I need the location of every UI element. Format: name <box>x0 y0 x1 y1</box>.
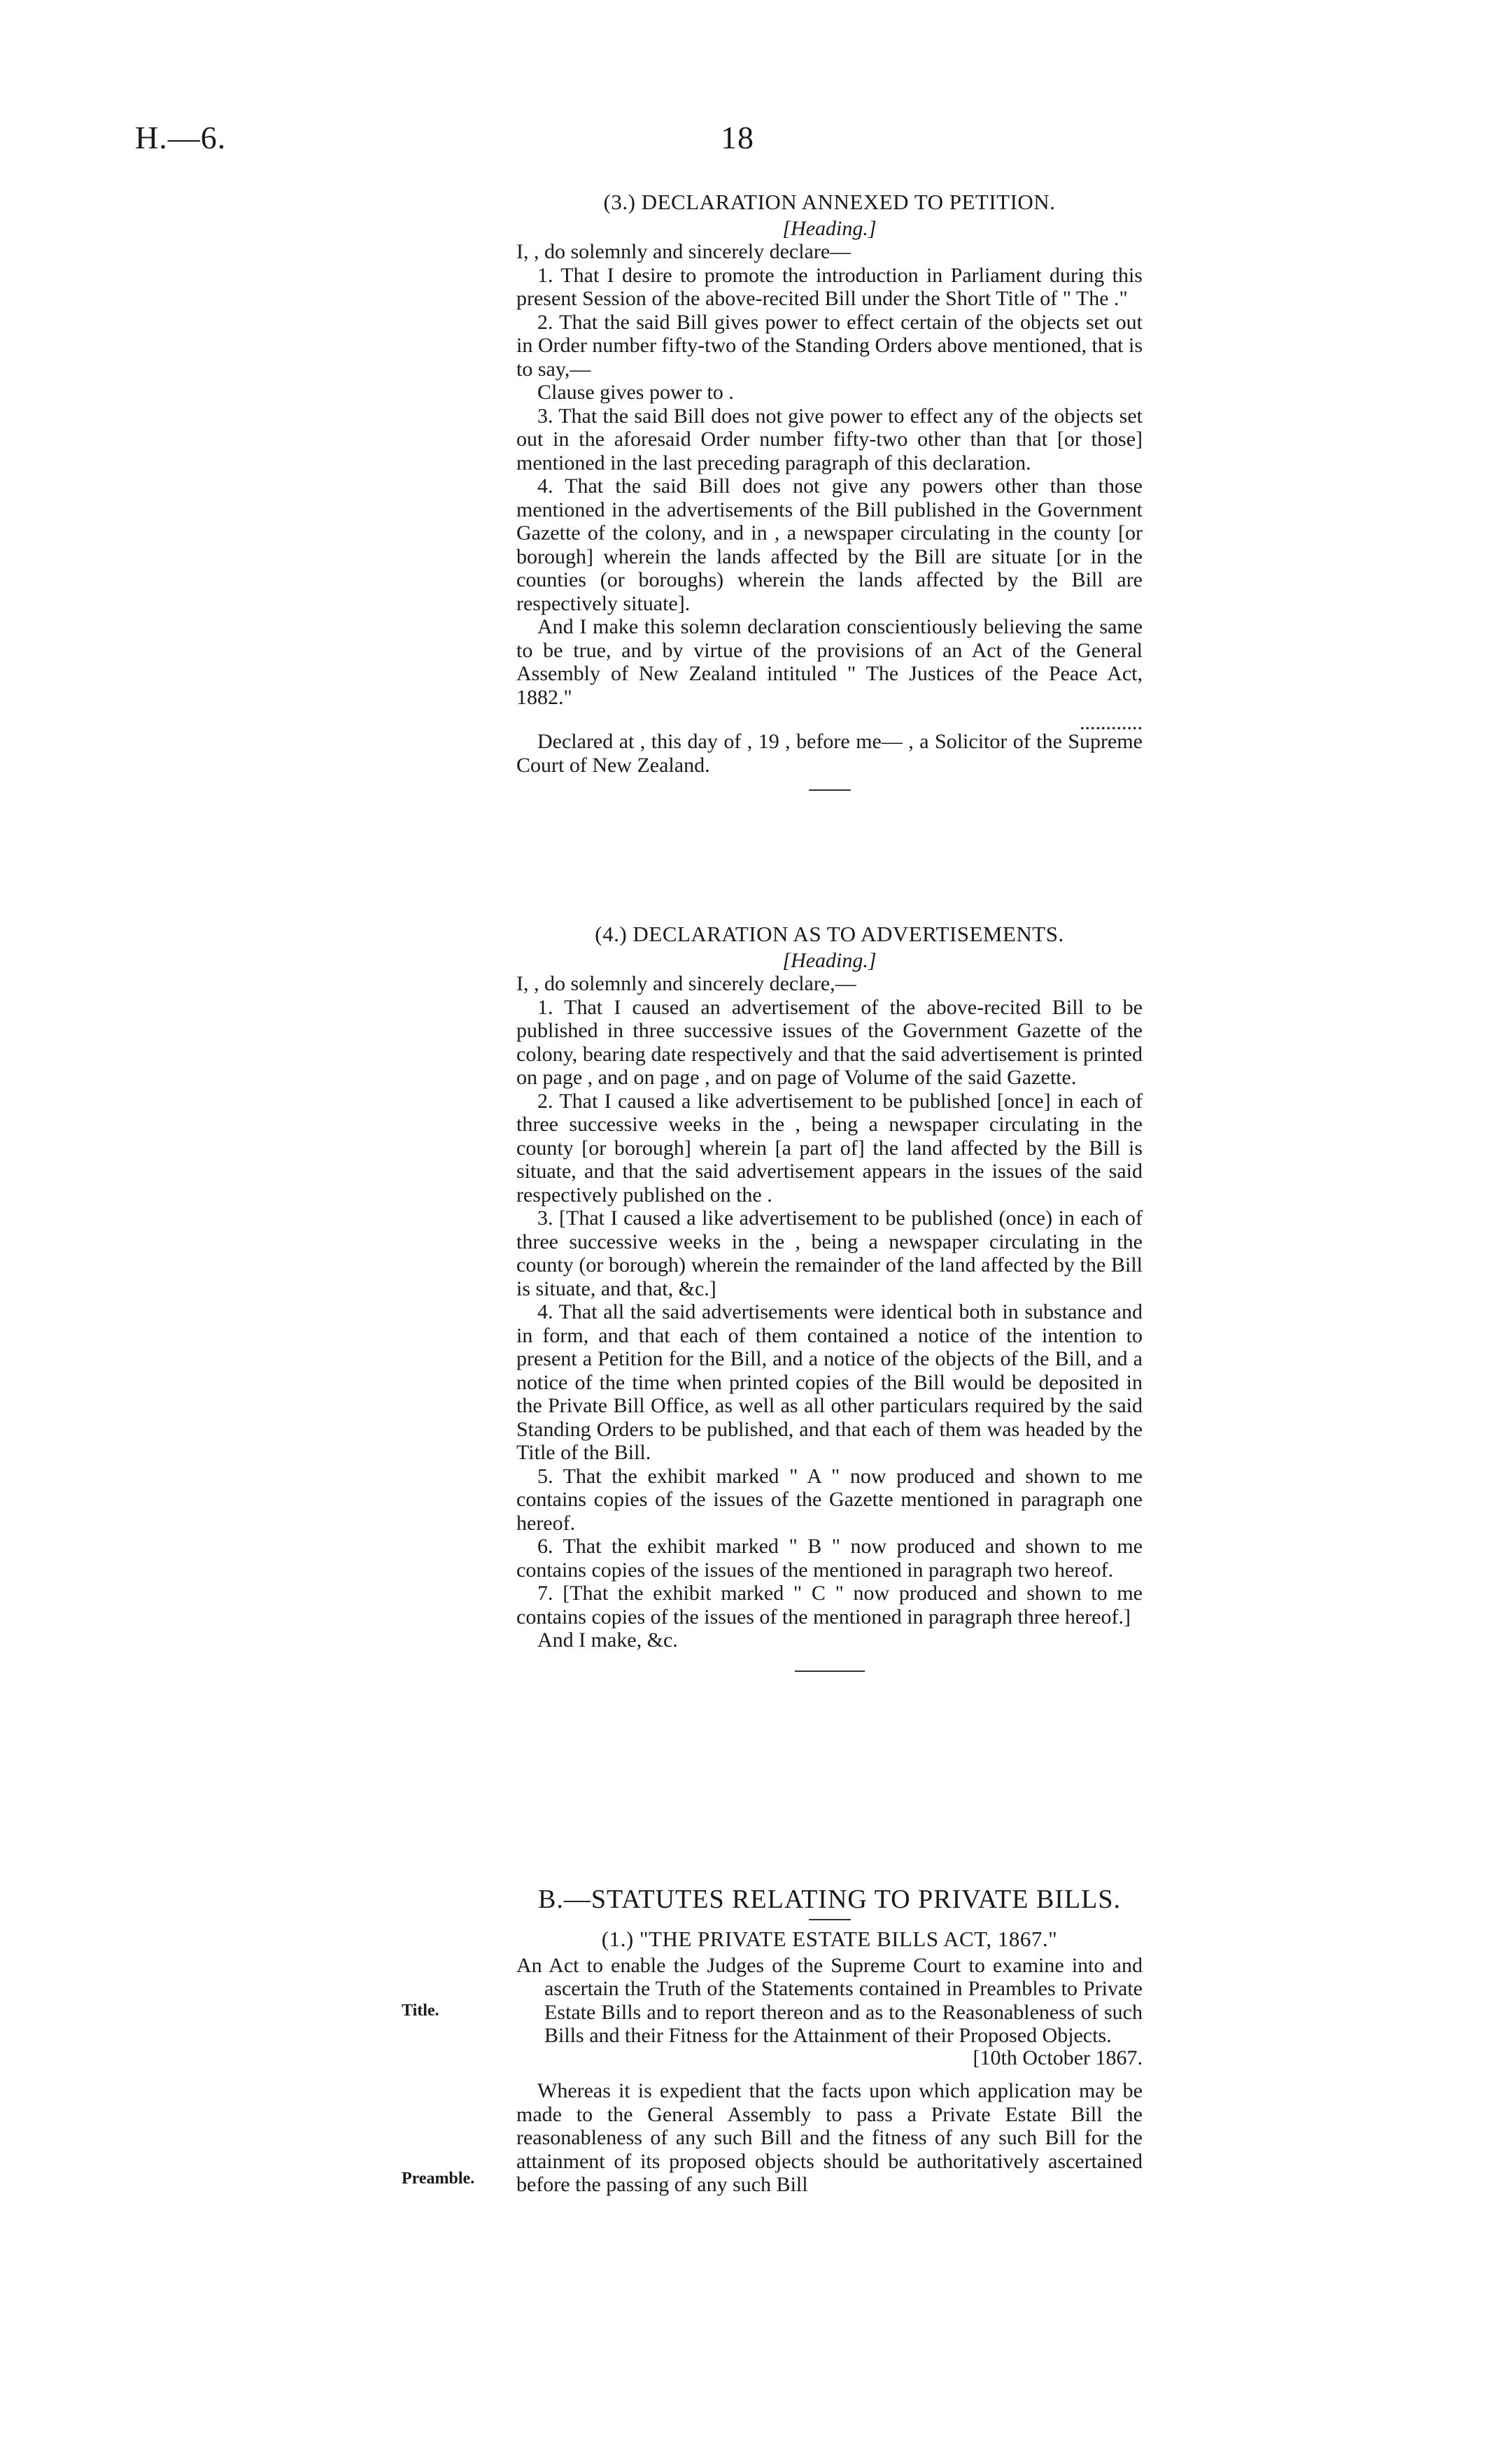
section-3-para-1: 1. That I desire to promote the introduction in Parliament during this present Session of the above-recited Bill under the Short Title of " The ." <box>516 263 1143 310</box>
section-4-para-1: 1. That I caused an advertisement of the above-recited Bill to be published in three successive issues of the Government Gazette of the colony, bearing date respectively and that the said advertisement is printed on page , and on page , and on page of Volume of the said Gazette. <box>516 995 1143 1089</box>
act-date: [10th October 1867. <box>973 2046 1143 2069</box>
divider <box>809 1919 851 1920</box>
act-preamble-text: Whereas it is expedient that the facts upon which application may be made to the General Assembly to pass a Private Estate Bill the reasonableness of any such Bill and the fitness of any such Bill for the attainment of its proposed objects should be authoritatively ascertained before the passing of any such Bill <box>516 2079 1143 2196</box>
divider <box>809 789 851 791</box>
section-3-intro: I, , do solemnly and sincerely declare— <box>516 240 852 263</box>
document-code: H.—6. <box>135 120 227 155</box>
section-3-para-5: And I make this solemn declaration conscientiously believing the same to be true, and by virtue of the provisions of an Act of the General Assembly of New Zealand intituled " The Justices of the Peace Act, 1882." <box>516 615 1143 709</box>
section-b-act-heading: (1.) "THE PRIVATE ESTATE BILLS ACT, 1867." <box>601 1927 1058 1951</box>
section-4-para-4: 4. That all the said advertisements were identical both in substance and in form, and that each of them contained a notice of the intention to present a Petition for the Bill, and a notice of the objects of the Bill, and a notice of the time when printed copies of the Bill would be deposited in the Private Bill Office, as well as all other particulars required by the said Standing Orders to be published, and that each of them was headed by the Title of the Bill. <box>516 1300 1143 1464</box>
section-4-closing: And I make, &c. <box>537 1629 678 1652</box>
section-4-para-5: 5. That the exhibit marked " A " now produced and shown to me contains copies of the issues of the Gazette mentioned in paragraph one hereof. <box>516 1464 1143 1535</box>
section-3-para-3: 3. That the said Bill does not give power to effect any of the objects set out in the aforesaid Order number fifty-two other than that [or those] mentioned in the last preceding paragraph of this declaration. <box>516 404 1143 474</box>
section-4-para-7: 7. [That the exhibit marked " C " now produced and shown to me contains copies of the issues of the mentioned in paragraph three hereof.] <box>516 1582 1143 1629</box>
section-4-subheading: [Heading.] <box>782 948 877 972</box>
page-number: 18 <box>721 120 754 155</box>
section-4-heading: (4.) DECLARATION AS TO ADVERTISEMENTS. <box>595 922 1064 946</box>
section-4-para-2: 2. That I caused a like advertisement to be published [once] in each of three successive weeks in the , being a newspaper circulating in the county [or borough] wherein [a part of] the land affected by the Bill is situate, and that the said advertisement appears in the issues of the said respectively published on the . <box>516 1089 1143 1207</box>
act-title-text: An Act to enable the Judges of the Supreme Court to examine into and ascertain the Truth of the Statements contained in Preambles to Private Estate Bills and to report thereon and as to the Reasonableness of such Bills and their Fitness for the Attainment of their Proposed Objects. <box>516 1953 1143 2047</box>
section-3-para-2: 2. That the said Bill gives power to effect certain of the objects set out in Order number fifty-two of the Standing Orders above mentioned, that is to say,— <box>516 310 1143 381</box>
section-4-para-3: 3. [That I caused a like advertisement to be published (once) in each of three successive weeks in the , being a newspaper circulating in the county (or borough) wherein the remainder of the land affected by the Bill is situate, and that, &c.] <box>516 1207 1143 1300</box>
section-4 <box>516 922 1143 1682</box>
margin-label-preamble: Preamble. <box>402 2169 475 2188</box>
section-3-clause: Clause gives power to . <box>537 381 734 404</box>
section-b <box>516 1884 1143 2197</box>
margin-label-title: Title. <box>402 2002 439 2020</box>
section-3-heading: (3.) DECLARATION ANNEXED TO PETITION. <box>603 190 1056 214</box>
section-4-intro: I, , do solemnly and sincerely declare,— <box>516 972 856 995</box>
signature-dots: ............ <box>1080 711 1143 734</box>
section-b-heading: B.—STATUTES RELATING TO PRIVATE BILLS. <box>537 1885 1121 1914</box>
section-4-para-6: 6. That the exhibit marked " B " now produced and shown to me contains copies of the issues of the mentioned in paragraph two hereof. <box>516 1535 1143 1582</box>
section-3-declared: Declared at , this day of , 19 , before me— , a Solicitor of the Supreme Court of New Zealand. <box>516 730 1143 777</box>
divider <box>795 1670 865 1672</box>
section-3-para-4: 4. That the said Bill does not give any powers other than those mentioned in the advertisements of the Bill published in the Government Gazette of the colony, and in , a newspaper circulating in the county [or borough] wherein the lands affected by the Bill are situate [or in the counties (or boroughs) wherein the lands affected by the Bill are respectively situate]. <box>516 474 1143 615</box>
section-3-subheading: [Heading.] <box>782 216 877 240</box>
section-3 <box>516 190 1143 798</box>
